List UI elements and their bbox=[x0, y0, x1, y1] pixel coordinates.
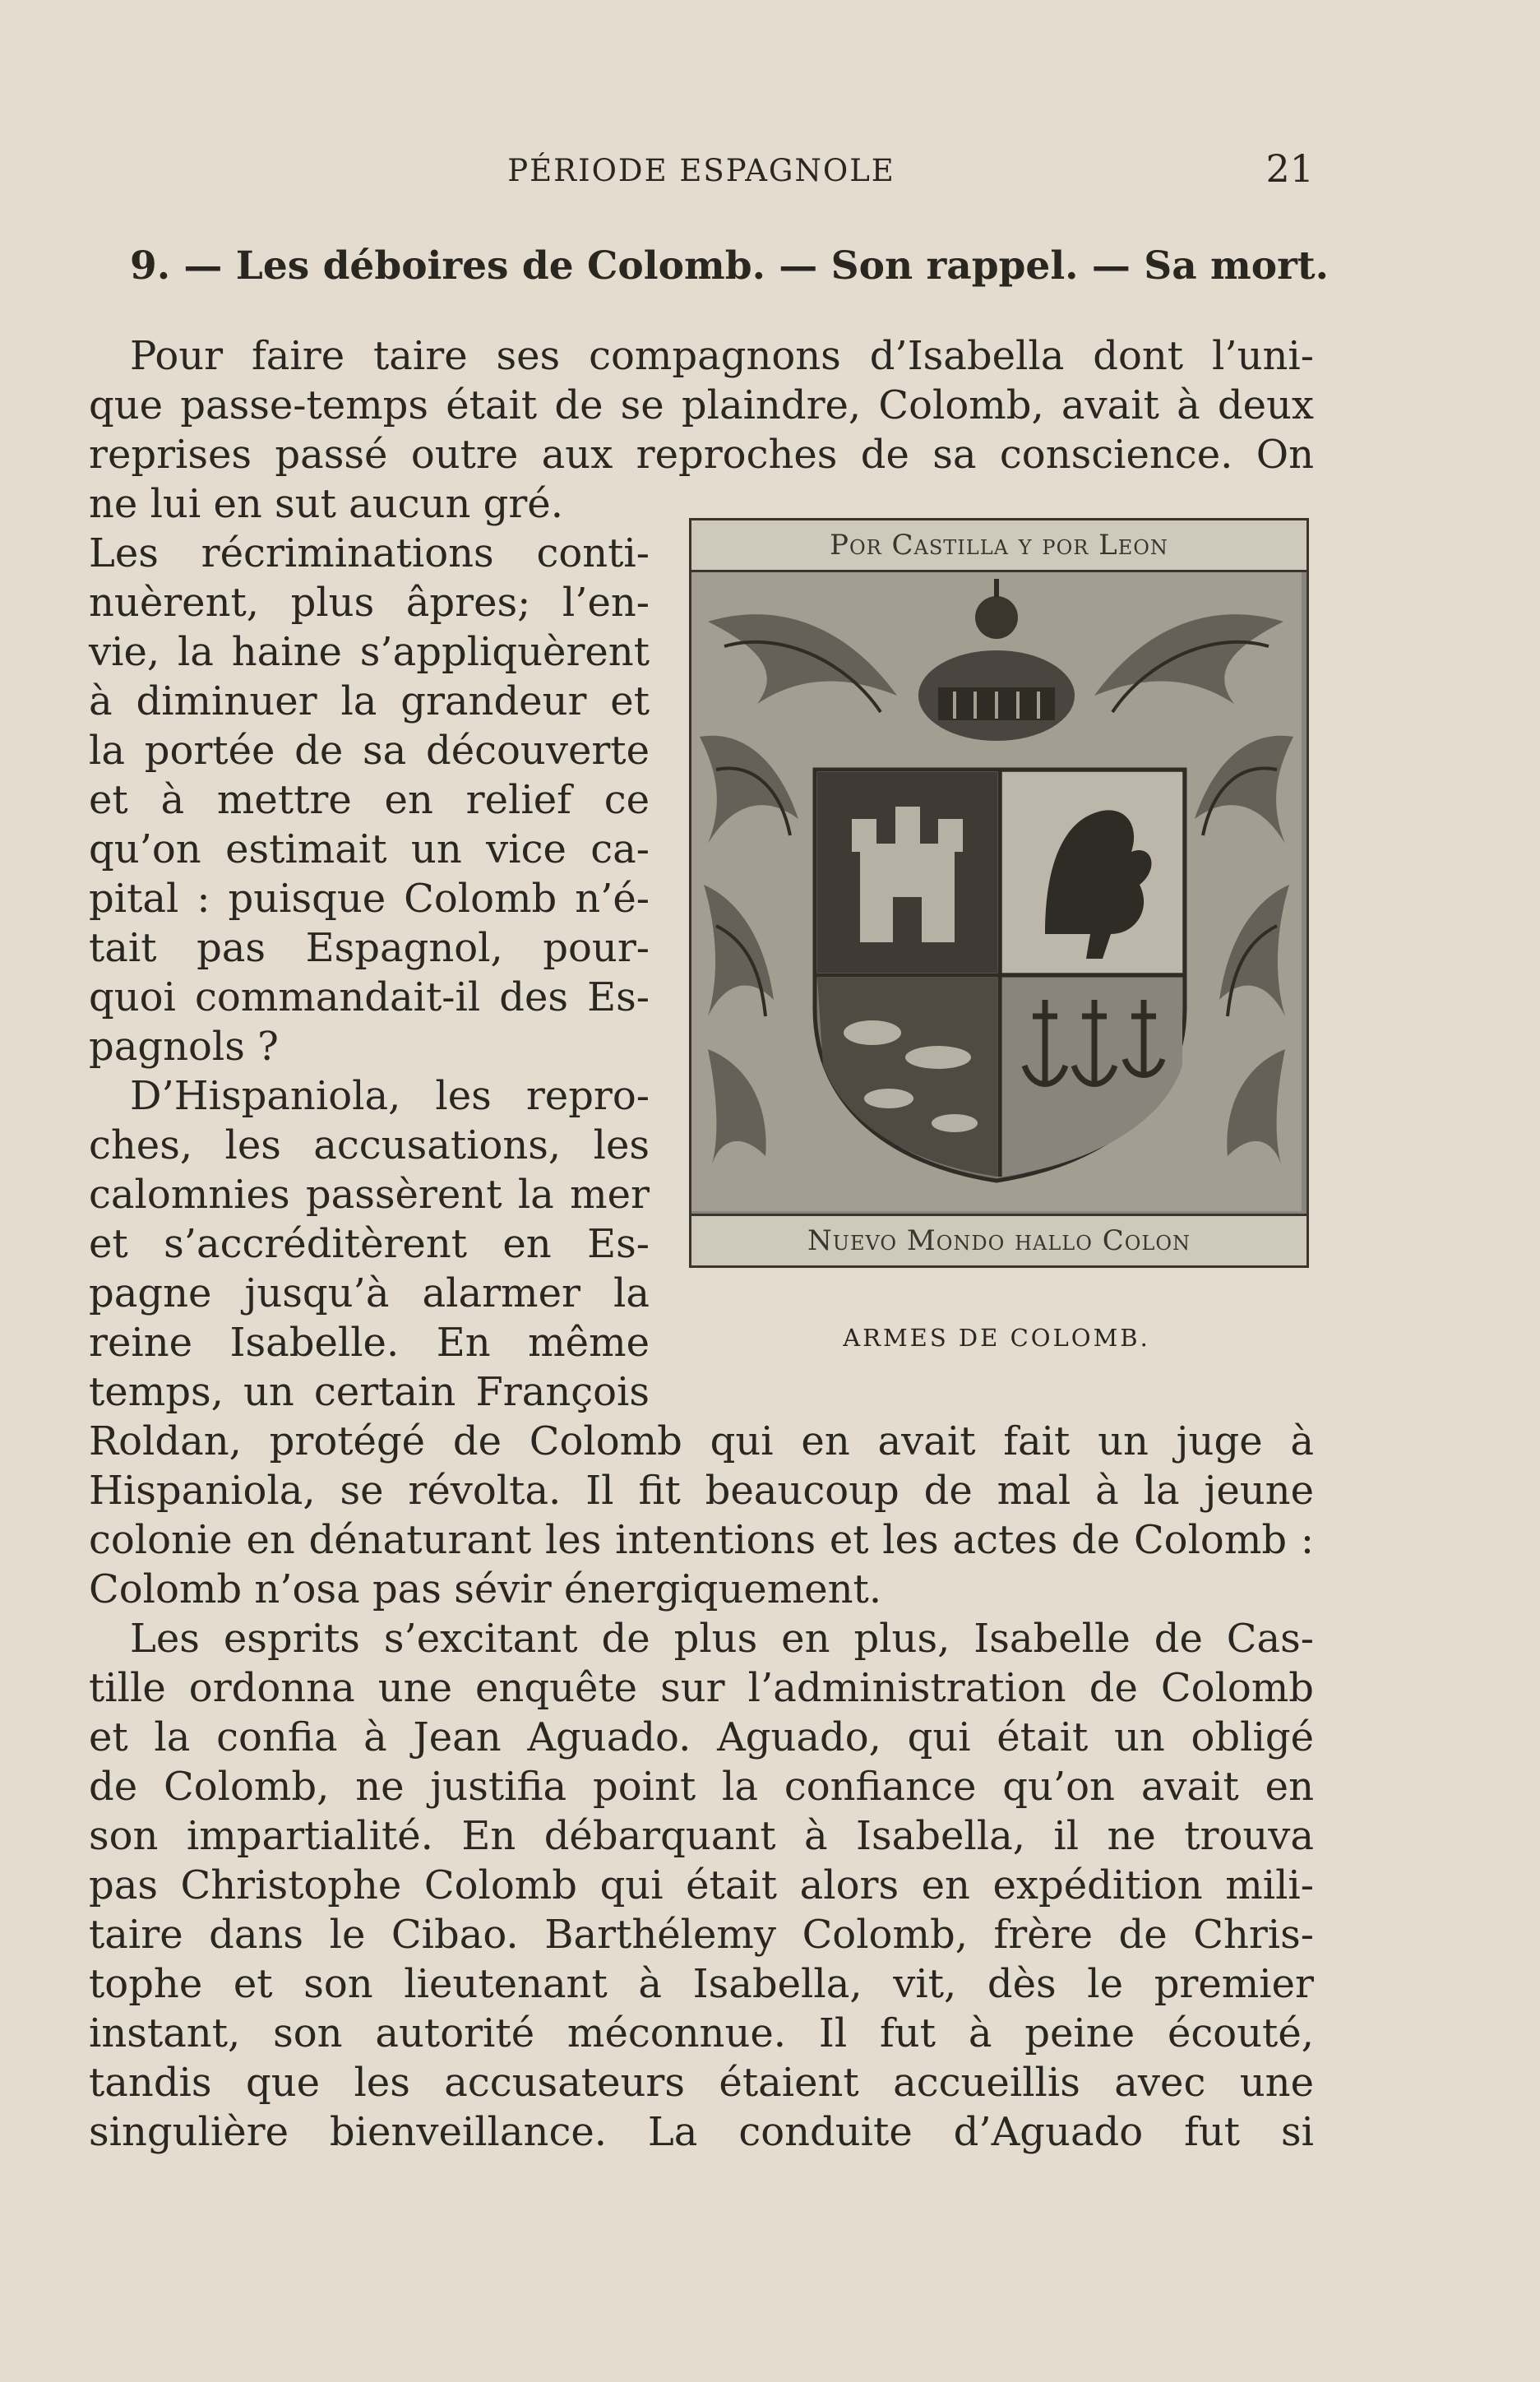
coat-of-arms-figure bbox=[689, 518, 1309, 1268]
text-line: et la confia à Jean Aguado. Aguado, qui était un obligé bbox=[89, 1714, 1314, 1760]
motto-top: Por Castilla y por Leon bbox=[691, 520, 1306, 572]
text-line: qu’on estimait un vice ca- bbox=[89, 826, 650, 872]
text-line: que passe-temps était de se plaindre, Colomb, avait à deux bbox=[89, 382, 1314, 428]
text-line: reine Isabelle. En même bbox=[89, 1320, 650, 1366]
coat-of-arms-illustration bbox=[691, 572, 1302, 1211]
text-line: tandis que les accusateurs étaient accueillis avec une bbox=[89, 2060, 1314, 2106]
text-line: ches, les accusations, les bbox=[89, 1122, 650, 1168]
text-line: pagne jusqu’à alarmer la bbox=[89, 1270, 650, 1316]
text-line: calomnies passèrent la mer bbox=[89, 1172, 650, 1218]
text-line: vie, la haine s’appliquèrent bbox=[89, 629, 650, 675]
text-line: Les récriminations conti- bbox=[89, 530, 650, 576]
text-line: D’Hispaniola, les repro- bbox=[130, 1073, 650, 1119]
running-head bbox=[89, 146, 1314, 196]
text-line: colonie en dénaturant les intentions et les actes de Colomb : bbox=[89, 1517, 1314, 1563]
text-line: ne lui en sut aucun gré. bbox=[89, 481, 563, 527]
text-line: nuèrent, plus âpres; l’en- bbox=[89, 580, 650, 626]
motto-bottom: Nuevo Mondo hallo Colon bbox=[691, 1214, 1306, 1265]
section-heading: 9. — Les déboires de Colomb. — Son rappel. — Sa mort. bbox=[130, 243, 1329, 289]
text-line: la portée de sa découverte bbox=[89, 728, 650, 774]
text-line: et s’accréditèrent en Es- bbox=[89, 1221, 650, 1267]
text-line: pital : puisque Colomb n’é- bbox=[89, 876, 650, 922]
text-line: quoi commandait-il des Es- bbox=[89, 974, 650, 1020]
running-title: PÉRIODE ESPAGNOLE bbox=[507, 153, 895, 188]
text-line: de Colomb, ne justifia point la confiance qu’on avait en bbox=[89, 1764, 1314, 1810]
text-line: et à mettre en relief ce bbox=[89, 777, 650, 823]
text-line: tait pas Espagnol, pour- bbox=[89, 925, 650, 971]
text-line: son impartialité. En débarquant à Isabella, il ne trouva bbox=[89, 1813, 1314, 1859]
figure-caption: ARMES DE COLOMB. bbox=[843, 1324, 1150, 1352]
text-line: tophe et son lieutenant à Isabella, vit, dès le premier bbox=[89, 1961, 1314, 2007]
text-line: à diminuer la grandeur et bbox=[89, 678, 650, 724]
text-line: Les esprits s’excitant de plus en plus, Isabelle de Cas- bbox=[130, 1616, 1314, 1662]
text-line: Colomb n’osa pas sévir énergiquement. bbox=[89, 1566, 882, 1612]
text-line: temps, un certain François bbox=[89, 1369, 650, 1415]
text-line: taire dans le Cibao. Barthélemy Colomb, frère de Chris- bbox=[89, 1912, 1314, 1958]
text-line: Roldan, protégé de Colomb qui en avait fait un juge à bbox=[89, 1418, 1314, 1464]
text-line: instant, son autorité méconnue. Il fut à peine écouté, bbox=[89, 2010, 1314, 2056]
text-line: Pour faire taire ses compagnons d’Isabella dont l’uni- bbox=[130, 333, 1314, 379]
page-number: 21 bbox=[1265, 146, 1314, 191]
text-line: reprises passé outre aux reproches de sa conscience. On bbox=[89, 432, 1314, 478]
text-line: pas Christophe Colomb qui était alors en expédition mili- bbox=[89, 1862, 1314, 1908]
text-line: tille ordonna une enquête sur l’administration de Colomb bbox=[89, 1665, 1314, 1711]
text-line: pagnols ? bbox=[89, 1024, 279, 1070]
text-line: singulière bienveillance. La conduite d’Aguado fut si bbox=[89, 2109, 1314, 2155]
text-line: Hispaniola, se révolta. Il fit beaucoup de mal à la jeune bbox=[89, 1468, 1314, 1514]
